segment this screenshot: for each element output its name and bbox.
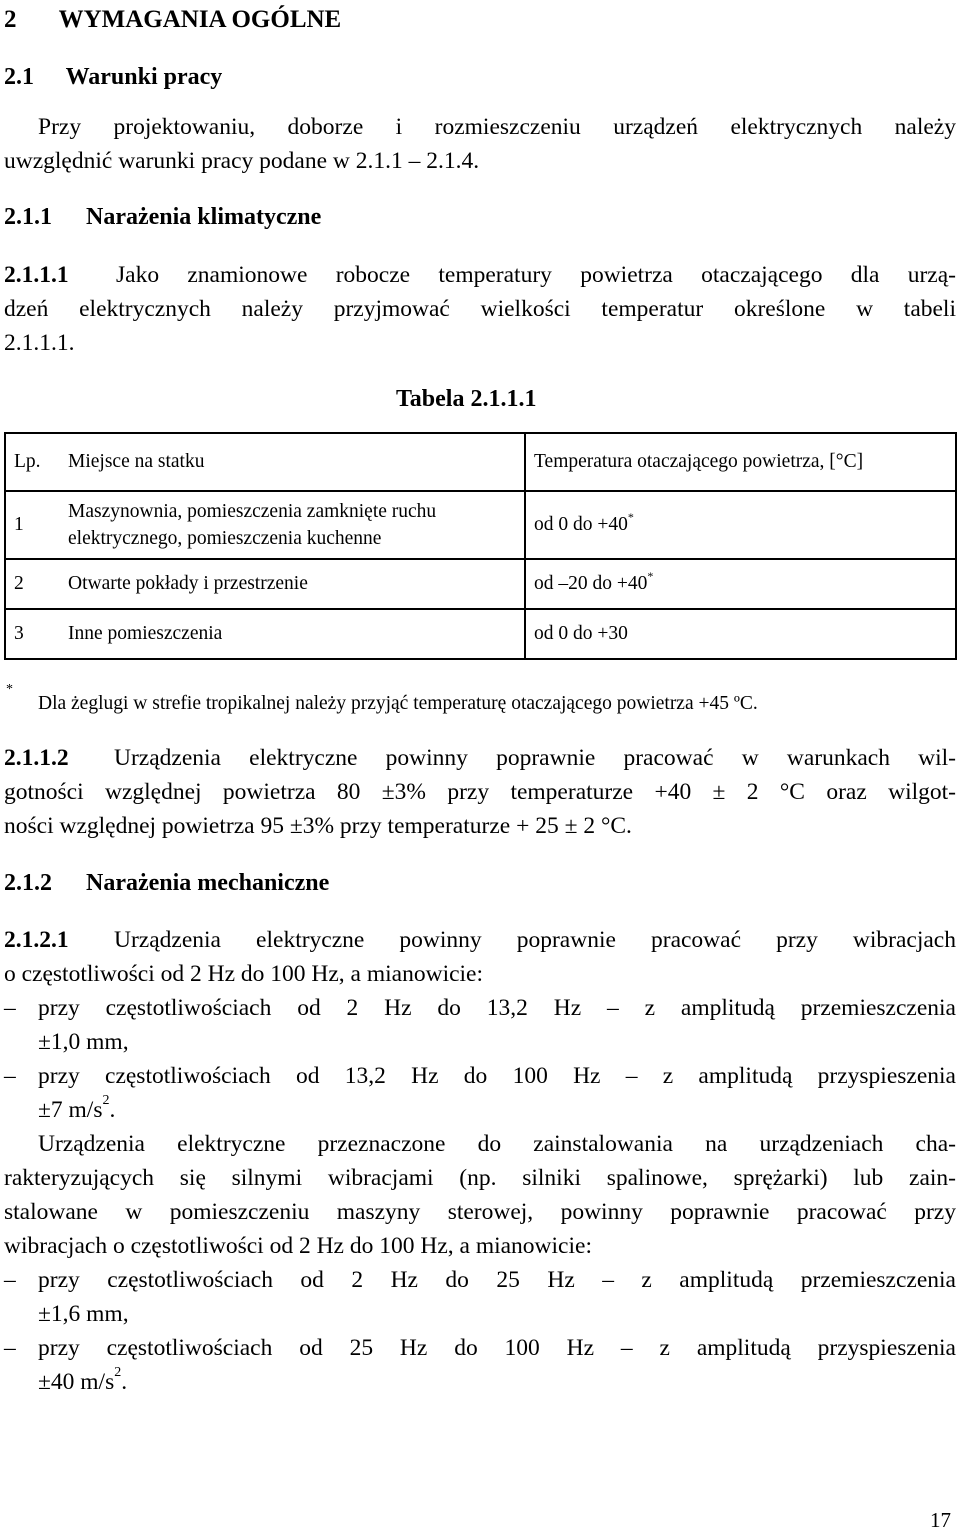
subsection-number: 2.1	[4, 64, 34, 90]
list-item-line	[38, 1093, 116, 1124]
section-title: WYMAGANIA OGÓLNE	[58, 6, 342, 33]
paragraph-2-1-2-1-line-1	[4, 927, 956, 954]
footnote-mark: *	[627, 510, 634, 524]
list-dash: –	[4, 1267, 16, 1293]
cell-temp	[525, 559, 956, 609]
table-row	[5, 491, 956, 559]
list-item-text: .	[109, 1097, 116, 1123]
subsection-number: 2.1.1	[4, 204, 52, 230]
paragraph-line: wibracjach o częstotliwości od 2 Hz do 100 Hz, a mianowicie:	[4, 1233, 592, 1259]
cell-place	[64, 491, 525, 559]
paragraph-line: rakteryzujących się silnymi wibracjami (np. silniki spalinowe, sprężarki) lub zain-	[4, 1165, 956, 1191]
cell-temp-value: od –20 do +40	[534, 573, 648, 594]
superscript: 2	[102, 1093, 110, 1108]
page-number: 17	[930, 1508, 951, 1532]
table-header-row	[5, 433, 956, 491]
list-item-text: ±7 m/s	[38, 1097, 103, 1123]
list-item-line: ±1,6 mm,	[38, 1301, 129, 1327]
paragraph-2-1-1-1-line-1	[4, 262, 956, 289]
paragraph-number: 2.1.2.1	[4, 927, 69, 953]
header-lp: Lp.	[5, 433, 64, 491]
temperature-table	[4, 432, 957, 660]
list-item-line: przy częstotliwościach od 13,2 Hz do 100 Hz – z amplitudą przyspieszenia	[38, 1063, 956, 1089]
intro-line-1: Przy projektowaniu, doborze i rozmieszczeniu urządzeń elektrycznych należy	[38, 114, 956, 140]
table-row	[5, 559, 956, 609]
superscript: 2	[114, 1365, 122, 1380]
list-dash: –	[4, 995, 16, 1021]
footnote-text: Dla żeglugi w strefie tropikalnej należy przyjąć temperaturę otaczającego powietrza +45 ºC.	[38, 693, 758, 714]
list-item-text: ±40 m/s	[38, 1369, 115, 1395]
paragraph-number: 2.1.1.1	[4, 262, 69, 288]
section-number: 2	[4, 6, 17, 33]
subsection-title: Warunki pracy	[65, 64, 223, 90]
paragraph-line: Urządzenia elektryczne przeznaczone do zainstalowania na urządzeniach cha-	[38, 1131, 956, 1157]
paragraph-2-1-1-2-line-1	[4, 745, 956, 772]
paragraph-2-1-1-1-line-2: dzeń elektrycznych należy przyjmować wielkości temperatur określone w tabeli	[4, 296, 956, 322]
table-row	[5, 609, 956, 659]
cell-temp-value: od 0 do +40	[534, 514, 628, 535]
paragraph-2-1-1-1-line-3: 2.1.1.1.	[4, 330, 75, 356]
subsection-heading-2-1-2	[4, 870, 329, 897]
paragraph-text: Urządzenia elektryczne powinny poprawnie pracować przy wibracjach	[114, 927, 956, 953]
cell-place: Otwarte pokłady i przestrzenie	[64, 559, 525, 609]
cell-temp	[525, 491, 956, 559]
cell-place-line: Maszynownia, pomieszczenia zamknięte ruchu	[68, 501, 437, 522]
list-item-line: ±1,0 mm,	[38, 1029, 129, 1055]
list-item-line: przy częstotliwościach od 2 Hz do 13,2 Hz – z amplitudą przemieszczenia	[38, 995, 956, 1021]
header-temp: Temperatura otaczającego powietrza, [°C]	[525, 433, 956, 491]
table-caption: Tabela 2.1.1.1	[396, 386, 537, 412]
subsection-number: 2.1.2	[4, 870, 52, 896]
list-dash: –	[4, 1335, 16, 1361]
cell-lp: 2	[5, 559, 64, 609]
subsection-heading-2-1-1	[4, 204, 321, 231]
paragraph-text: Urządzenia elektryczne powinny poprawnie pracować w warunkach wil-	[114, 745, 956, 771]
subsection-title: Narażenia klimatyczne	[86, 204, 322, 230]
footnote-mark: *	[6, 682, 13, 697]
list-item-line: przy częstotliwościach od 25 Hz do 100 Hz – z amplitudą przyspieszenia	[38, 1335, 956, 1361]
cell-temp: od 0 do +30	[525, 609, 956, 659]
paragraph-line: stalowane w pomieszczeniu maszyny sterowej, powinny poprawnie pracować przy	[4, 1199, 956, 1225]
footnote-mark: *	[647, 569, 654, 583]
section-heading	[4, 6, 341, 34]
list-item-line: przy częstotliwościach od 2 Hz do 25 Hz – z amplitudą przemieszczenia	[38, 1267, 956, 1293]
paragraph-2-1-1-2-line-2: gotności względnej powietrza 80 ±3% przy temperaturze +40 ± 2 °C oraz wilgot-	[4, 779, 956, 805]
cell-place-line: elektrycznego, pomieszczenia kuchenne	[68, 528, 382, 549]
cell-lp: 1	[5, 491, 64, 559]
cell-lp: 3	[5, 609, 64, 659]
list-item-text: .	[121, 1369, 128, 1395]
header-place: Miejsce na statku	[64, 433, 525, 491]
list-dash: –	[4, 1063, 16, 1089]
paragraph-number: 2.1.1.2	[4, 745, 69, 771]
paragraph-text: Jako znamionowe robocze temperatury powietrza otaczającego dla urzą-	[116, 262, 956, 288]
cell-place: Inne pomieszczenia	[64, 609, 525, 659]
list-item-line	[38, 1365, 128, 1396]
intro-line-2: uwzględnić warunki pracy podane w 2.1.1 – 2.1.4.	[4, 148, 480, 174]
paragraph-2-1-1-2-line-3: ności względnej powietrza 95 ±3% przy temperaturze + 25 ± 2 °C.	[4, 813, 632, 839]
paragraph-2-1-2-1-line-2: o częstotliwości od 2 Hz do 100 Hz, a mianowicie:	[4, 961, 484, 987]
subsection-title: Narażenia mechaniczne	[86, 870, 330, 896]
subsection-heading-2-1	[4, 64, 222, 91]
